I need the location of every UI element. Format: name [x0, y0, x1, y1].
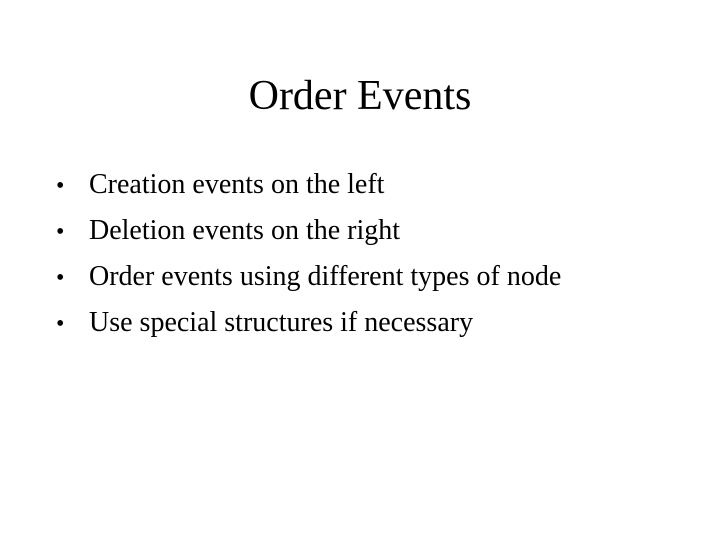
- bullet-item: [56, 208, 561, 254]
- slide-title: Order Events: [248, 73, 472, 119]
- bullet-text: Use special structures if necessary: [89, 307, 474, 338]
- bullet-item: [56, 300, 561, 346]
- bullet-text: Deletion events on the right: [89, 215, 401, 246]
- bullet-icon: •: [56, 311, 65, 337]
- bullet-text: Creation events on the left: [89, 169, 385, 200]
- bullet-item: [56, 254, 561, 300]
- bullet-icon: •: [56, 219, 65, 245]
- bullet-list: [56, 162, 561, 346]
- bullet-item: [56, 162, 561, 208]
- bullet-icon: •: [56, 173, 65, 199]
- bullet-icon: •: [56, 265, 65, 291]
- bullet-text: Order events using different types of node: [89, 261, 562, 292]
